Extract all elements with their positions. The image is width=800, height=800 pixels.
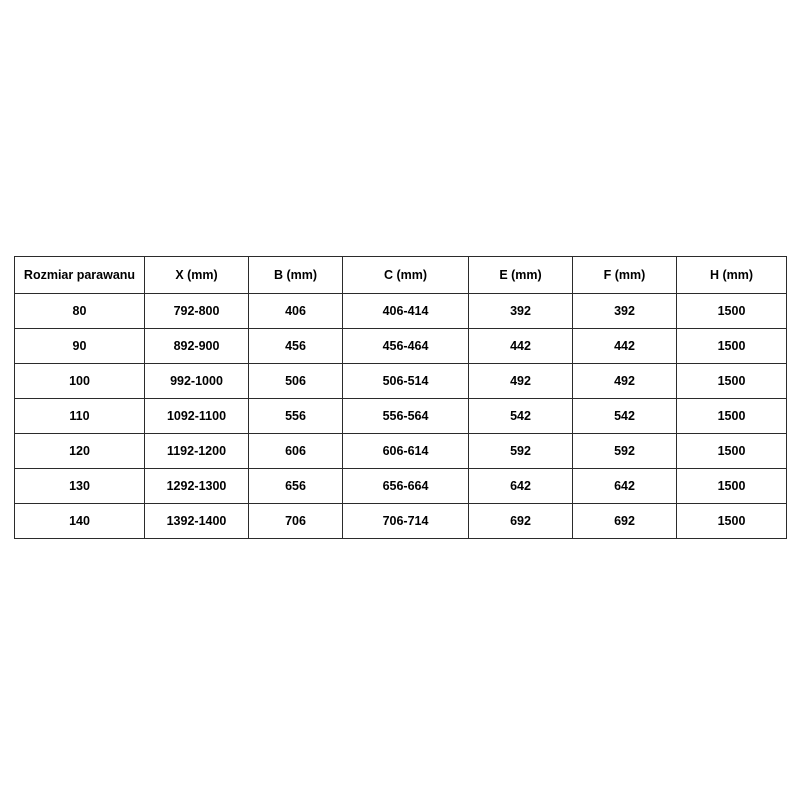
cell-e: 642 [469,469,573,504]
cell-x: 792-800 [145,294,249,329]
cell-x: 1092-1100 [145,399,249,434]
specification-table-container [14,256,786,539]
cell-e: 492 [469,364,573,399]
cell-size: 110 [15,399,145,434]
cell-h: 1500 [677,329,787,364]
table-row [15,294,787,329]
column-header-c: C (mm) [343,257,469,294]
cell-size: 120 [15,434,145,469]
cell-f: 392 [573,294,677,329]
column-header-x: X (mm) [145,257,249,294]
cell-f: 492 [573,364,677,399]
cell-b: 406 [249,294,343,329]
column-header-size: Rozmiar parawanu [15,257,145,294]
cell-e: 542 [469,399,573,434]
specification-table [14,256,787,539]
column-header-e: E (mm) [469,257,573,294]
table-row [15,364,787,399]
cell-c: 556-564 [343,399,469,434]
cell-b: 556 [249,399,343,434]
cell-e: 592 [469,434,573,469]
cell-h: 1500 [677,364,787,399]
cell-c: 506-514 [343,364,469,399]
cell-x: 1292-1300 [145,469,249,504]
cell-size: 90 [15,329,145,364]
cell-b: 656 [249,469,343,504]
cell-h: 1500 [677,434,787,469]
cell-x: 992-1000 [145,364,249,399]
cell-b: 706 [249,504,343,539]
cell-x: 1392-1400 [145,504,249,539]
cell-f: 542 [573,399,677,434]
cell-b: 506 [249,364,343,399]
cell-size: 100 [15,364,145,399]
table-row [15,399,787,434]
cell-c: 706-714 [343,504,469,539]
column-header-h: H (mm) [677,257,787,294]
cell-f: 592 [573,434,677,469]
table-row [15,329,787,364]
cell-f: 692 [573,504,677,539]
cell-c: 456-464 [343,329,469,364]
cell-f: 442 [573,329,677,364]
cell-x: 1192-1200 [145,434,249,469]
cell-b: 456 [249,329,343,364]
cell-c: 606-614 [343,434,469,469]
cell-e: 692 [469,504,573,539]
cell-c: 406-414 [343,294,469,329]
cell-f: 642 [573,469,677,504]
cell-size: 80 [15,294,145,329]
cell-h: 1500 [677,294,787,329]
cell-e: 392 [469,294,573,329]
cell-x: 892-900 [145,329,249,364]
table-row [15,434,787,469]
column-header-f: F (mm) [573,257,677,294]
cell-h: 1500 [677,504,787,539]
table-row [15,504,787,539]
cell-e: 442 [469,329,573,364]
cell-h: 1500 [677,399,787,434]
cell-c: 656-664 [343,469,469,504]
table-row [15,469,787,504]
cell-b: 606 [249,434,343,469]
column-header-b: B (mm) [249,257,343,294]
table-header-row [15,257,787,294]
table-header [15,257,787,294]
cell-size: 130 [15,469,145,504]
table-body [15,294,787,539]
cell-size: 140 [15,504,145,539]
cell-h: 1500 [677,469,787,504]
